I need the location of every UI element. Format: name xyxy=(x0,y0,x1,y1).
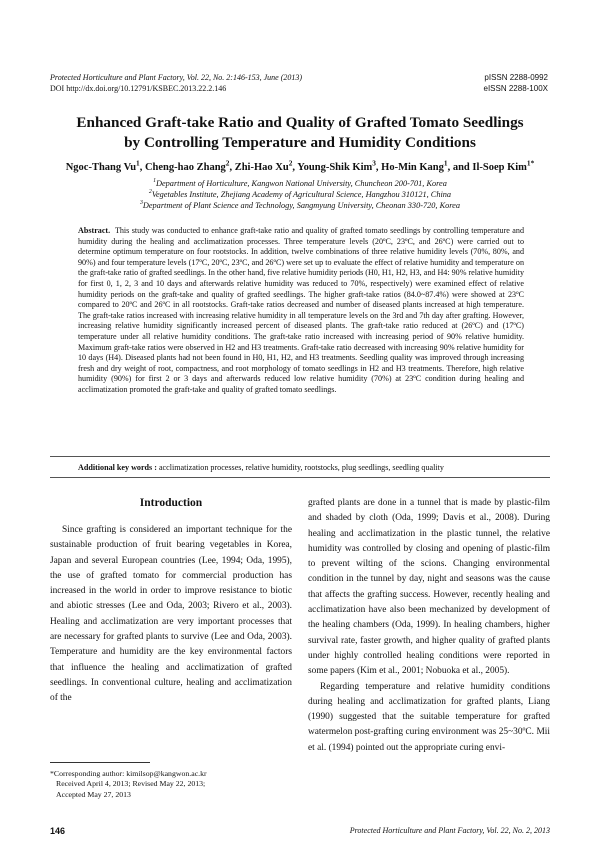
author-list: Ngoc-Thang Vu$^1$, Cheng-hao Zhang$^2$, Zhi-Hao Xu$^2$, Young-Shik Kim$^3$, Ho-Min Kang$^1$, and Il-Soep Kim$^{1*}$ xyxy=(65,158,535,173)
title-line-1: Enhanced Graft-take Ratio and Quality of Grafted Tomato Seedlings xyxy=(76,114,524,131)
abstract-label: Abstract. xyxy=(78,226,111,235)
paragraph: grafted plants are done in a tunnel that is made by plastic-film and shaded by cloth (Oda, 1999; Davis et al., 2008). During healing and acclimatization in the plastic tunnel, the relative humidity was controlled by closing and opening of plastic-film to prevent wilting of the scions. Changing environmental condition in the tunnel by day, night and seasons was the cause that affects the grafting success. However, recently healing and acclimatization have also been mechanized by development of the healing chambers (Oda, 1999). In healing chambers, higher survival rate, faster growth, and higher quality of grafted plants under highly controlled healing conditions were reported in some papers (Kim et al., 2001; Nobuoka et al., 2005). xyxy=(308,498,550,677)
left-column xyxy=(50,496,292,707)
author: Young-Shik Kim xyxy=(297,162,373,173)
keywords xyxy=(78,462,524,473)
footnote xyxy=(50,769,207,800)
footnote-divider xyxy=(50,762,150,763)
affiliation: $^2$Vegetables Institute, Zhejiang Academy of Agricultural Science, Hangzhou 310121, China xyxy=(148,189,452,200)
paragraph: Regarding temperature and relative humidity conditions during healing and acclimatization for grafted plants, Liang (1990) suggested that the suitable temperature for grafted watermelon post-grafting curing environment was 25~30ºC. Mii et al. (1994) pointed out the appropriate curing envi- xyxy=(308,681,550,753)
journal-header xyxy=(50,72,302,94)
divider xyxy=(50,456,550,457)
keywords-text: acclimatization processes, relative humidity, rootstocks, plug seedlings, seedling quality xyxy=(158,463,444,472)
affiliations xyxy=(40,178,560,212)
paper-title xyxy=(40,113,560,153)
affiliation: $^1$Department of Horticulture, Kangwon National University, Chuncheon 200-701, Korea xyxy=(153,178,447,188)
author: Il-Soep Kim xyxy=(472,162,527,173)
received-dates: Received April 4, 2013; Revised May 22, 2013; xyxy=(56,779,206,789)
section-title: Introduction xyxy=(139,497,203,509)
corresponding-author: *Corresponding author: kimilsop@kangwon.ac.kr xyxy=(50,769,207,778)
issn-block xyxy=(484,72,549,94)
paragraph: Since grafting is considered an important technique for the sustainable production of fruit bearing vegetables in Korea, Japan and several European countries (Lee, 1994; Oda, 1995), the use of grafted tomato for commercial production has increased in the world in order to improve resistance to biotic and abiotic stresses (Lee and Oda, 2003; Rivero et al., 2003). Healing and acclimatization are very important processes that are necessary for grafted plants to survive (Lee and Oda, 2003). Temperature and humidity are the key environmental factors that influence the healing and acclimatization of grafted seedlings. In conventional culture, healing and acclimatization of the xyxy=(50,525,292,704)
author: Ngoc-Thang Vu xyxy=(65,162,137,173)
keywords-label: Additional key words : xyxy=(78,463,157,472)
eissn: eISSN 2288-100X xyxy=(483,84,548,93)
author: Ho-Min Kang xyxy=(381,162,444,173)
accepted-date: Accepted May 27, 2013 xyxy=(56,789,131,799)
footer-journal: Protected Horticulture and Plant Factory, Vol. 22, No. 2, 2013 xyxy=(349,826,550,835)
abstract-text: This study was conducted to enhance graft-take ratio and quality of grafted tomato seedlings by controlling temperature and humidity during the healing and acclimatization processes. Three temperature levels (20ºC, 23ºC, and 26ºC) were carried out to determine optimum temperature on four rootstocks. In addition, twelve combinations of three relative humidity levels (70%, 80%, and 90%) and four temperature levels (17ºC, 20ºC, 23ºC, and 26ºC) were set up to evaluate the effect of relative humidity and temperature on the graft-take ratio of grafted seedlings. In the other hand, five relative humidity periods (H0, H1, H2, H3, and H4: 90% relative humidity for first 0, 1, 2, 3 and 10 days and afterwards relative humidity was reduced to 70%, respectively) were examined effect of relative humidity periods on the graft-take and quality of grafted seedlings. The higher graft-take ratios (84.0~87.4%) were showed at 23ºC compared to 20ºC and 26ºC in all rootstocks. Graft-take ratios decreased and number of diseased plants increased at high temperature. The graft-take ratios increased with increasing relative humidity in all temperature levels on the 3rd and 7th day after grafting. However, increasing relative humidity significantly increased percent of diseased plants. The graft-take ratio reduced at (26ºC) and (17ºC) temperature under all relative humidity conditions. The graft-take ratio increased with increasing period of 90% relative humidity. Maximum graft-take ratios were observed in H2 and H3 treatments. Graft-take ratio decreased with increasing 90% relative humidity for 10 days (H4). Diseased plants had not been found in H0, H1, H2, and H3 treatments. Seedling quality was improved through increasing fresh and dry weight of root, compactness, and root morphology of tomato seedlings in H2 and H3 treatments. Therefore, high relative humidity (90%) for first 2 or 3 days and afterwards reduced low relative humidity (70%) at 23ºC condition during healing and acclimatization promoted the graft-take and quality of grafted tomato seedlings. xyxy=(78,226,524,394)
right-column xyxy=(308,496,550,756)
author: Cheng-hao Zhang xyxy=(144,162,226,173)
divider xyxy=(50,477,550,478)
doi-link[interactable]: DOI http://dx.doi.org/10.12791/KSBEC.2013.22.2.146 xyxy=(50,84,227,93)
title-line-2: by Controlling Temperature and Humidity Conditions xyxy=(124,134,476,151)
pissn: pISSN 2288-0992 xyxy=(484,73,548,82)
page-number: 146 xyxy=(50,826,66,836)
journal-citation: Protected Horticulture and Plant Factory, Vol. 22, No. 2:146-153, June (2013) xyxy=(50,73,303,82)
abstract xyxy=(78,226,524,396)
author: Zhi-Hao Xu xyxy=(234,162,289,173)
affiliation: $^3$Department of Plant Science and Technology, Sangmyung University, Cheonan 330-720, Korea xyxy=(139,200,461,211)
